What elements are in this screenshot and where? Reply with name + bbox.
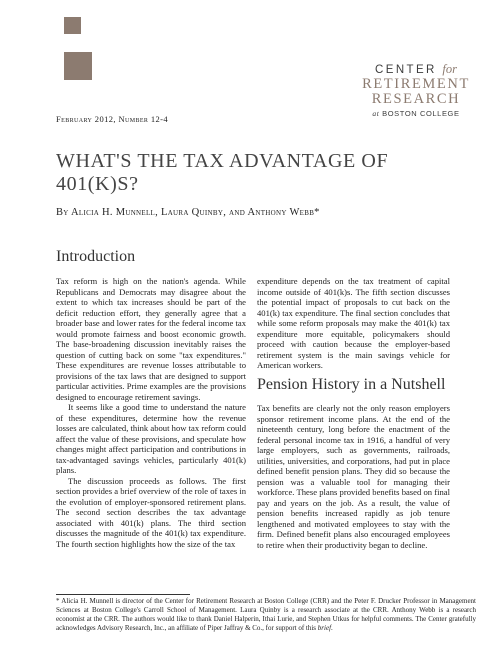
- logo-center: CENTER: [375, 64, 437, 76]
- author-footnote: [56, 597, 476, 633]
- right-column-bottom: [257, 403, 450, 550]
- right-column-top: [257, 276, 450, 371]
- logo-research: RESEARCH: [371, 91, 461, 107]
- logo-at: at: [372, 109, 380, 118]
- intro-paragraph-3: The discussion proceeds as follows. The first section provides a brief overview of the role of taxes in the evolution of employer-sponsored retirement plans. The second section describes the tax advantage associated with 401(k) plans. The third section discusses the magnitude of the 401(k) tax expenditure. The fourth section highlights how the size of the tax: [56, 475, 246, 549]
- decorative-square-2: [64, 52, 92, 80]
- logo-boston-college: BOSTON COLLEGE: [382, 109, 460, 118]
- section-heading-pension-history: Pension History in a Nutshell: [257, 376, 446, 393]
- pension-paragraph-1: Tax benefits are clearly not the only reason employers sponsor retirement income plans. At the end of the nineteenth century, long before the enactment of the federal personal income tax in 1916, a handful of very large employers, such as governments, railroads, utilities, universities, and corporations, had put in place defined benefit pension plans. They did so because the pension was a valuable tool for managing their workforce. These plans provided benefits based on final pay and years on the job. As a result, the value of pension benefits increased rapidly as job tenure lengthened and motivated employees to stay with the firm. Defined benefit plans also encouraged employees to retire when their productivity began to decline.: [257, 403, 450, 550]
- logo-for: for: [442, 62, 457, 76]
- footnote-brief: brief: [317, 624, 332, 632]
- decorative-square-1: [64, 17, 81, 34]
- brief-title: WHAT'S THE TAX ADVANTAGE OF 401(K)S?: [56, 150, 389, 195]
- footnote-text: * Alicia H. Munnell is director of the Center for Retirement Research at Boston College (CRR) and the Peter F. Drucker Professor in Management Sciences at Boston College's Carroll School of Management. Laura Quinby is a research associate at the CRR. Anthony Webb is a research economist at the CRR. The authors would like to thank Daniel Halperin, Ithai Lurie, and Stephen Utkus for helpful comments. The Center gratefully acknowledges Advisory Research, Inc., an affiliate of Piper Jaffray & Co., for support of this: [56, 597, 476, 632]
- logo-retirement: RETIREMENT: [362, 76, 470, 92]
- intro-paragraph-1: Tax reform is high on the nation's agenda. While Republicans and Democrats may disagree about the extent to which tax increases should be part of the deficit reduction effort, they generally agree that a broader base and lower rates for the federal income tax would promote fairness and boost economic growth. The base-broadening discussion inevitably raises the question of cutting back on some "tax expenditures." These expenditures are revenue losses attributable to provisions of the tax laws that are designed to support particular activities. Prime examples are the provisions designed to encourage retirement savings.: [56, 276, 246, 402]
- section-heading-introduction: Introduction: [56, 248, 136, 265]
- intro-paragraph-4: expenditure depends on the tax treatment of capital income outside of 401(k)s. The fifth section discusses the potential impact of proposals to cut back on the 401(k) tax expenditure. The final section concludes that while some reform proposals may make the 401(k) tax expenditure more equitable, policymakers should proceed with caution because the employer-based retirement system is the main savings vehicle for American workers.: [257, 276, 450, 370]
- issue-dateline: February 2012, Number 12-4: [56, 114, 169, 124]
- footnote-rule: [56, 594, 190, 595]
- footnote-end: .: [331, 624, 333, 632]
- left-column: [56, 276, 246, 549]
- author-byline: By Alicia H. Munnell, Laura Quinby, and Anthony Webb*: [56, 207, 320, 218]
- intro-paragraph-2: It seems like a good time to understand the nature of these expenditures, determine how the revenue losses are calculated, think about how tax reform could affect the value of these provisions, and speculate how changes might affect participation and contributions in tax-advantaged savings vehicles, particularly 401(k) plans.: [56, 402, 246, 475]
- crr-logo: [352, 62, 480, 118]
